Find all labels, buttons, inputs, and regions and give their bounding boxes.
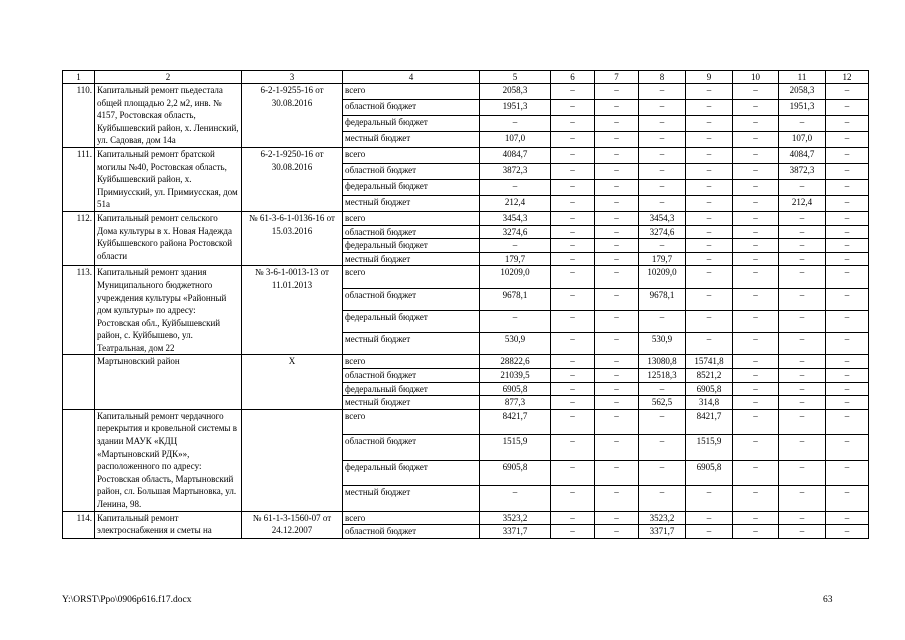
amount-cell: – xyxy=(733,115,779,131)
column-number: 10 xyxy=(733,71,779,84)
document-number: № 61-1-3-1560-07 от 24.12.2007 xyxy=(242,511,343,538)
amount-cell: – xyxy=(779,288,826,310)
amount-cell: 562,5 xyxy=(639,396,686,410)
table-row xyxy=(63,266,869,288)
document-number: № 3-6-1-0013-13 от 11.01.2013 xyxy=(242,266,343,355)
funding-source: местный бюджет xyxy=(343,195,480,211)
amount-cell: 3523,2 xyxy=(480,511,551,525)
amount-cell: – xyxy=(595,382,639,396)
amount-cell: – xyxy=(779,225,826,239)
amount-cell: – xyxy=(595,147,639,163)
amount-cell: – xyxy=(551,460,595,485)
amount-cell: – xyxy=(595,369,639,383)
column-number: 4 xyxy=(343,71,480,84)
amount-cell: – xyxy=(551,84,595,100)
table-row xyxy=(63,211,869,225)
amount-cell: – xyxy=(779,369,826,383)
amount-cell: – xyxy=(733,486,779,511)
item-number: 113. xyxy=(63,266,95,355)
amount-cell: – xyxy=(595,266,639,288)
amount-cell: 1515,9 xyxy=(686,435,733,460)
amount-cell: – xyxy=(733,239,779,253)
amount-cell: – xyxy=(595,310,639,332)
amount-cell: 15741,8 xyxy=(686,355,733,369)
amount-cell: – xyxy=(779,179,826,195)
column-number: 6 xyxy=(551,71,595,84)
amount-cell: – xyxy=(779,239,826,253)
amount-cell: – xyxy=(551,409,595,434)
amount-cell: 1951,3 xyxy=(480,99,551,115)
item-name: Капитальный ремонт сельского Дома культуры в х. Новая Надежда Куйбышевского района Ростовской области xyxy=(95,211,242,265)
funding-source: всего xyxy=(343,266,480,288)
amount-cell: – xyxy=(595,333,639,355)
amount-cell: 28822,6 xyxy=(480,355,551,369)
amount-cell: 9678,1 xyxy=(639,288,686,310)
amount-cell: – xyxy=(639,310,686,332)
amount-cell: – xyxy=(733,147,779,163)
item-name: Капитальный ремонт чердачного перекрытия и кровельной системы в здании МАУК «КДЦ «Мартыновский РДК»», расположенного по адресу: Ростовская область, Мартыновский район, сл. Большая Мартыновка, ул. Ленина, 98. xyxy=(95,409,242,511)
amount-cell: 530,9 xyxy=(639,333,686,355)
amount-cell: – xyxy=(551,435,595,460)
amount-cell: – xyxy=(733,382,779,396)
document-number: Х xyxy=(242,355,343,409)
amount-cell: – xyxy=(779,211,826,225)
funding-source: областной бюджет xyxy=(343,99,480,115)
table-body xyxy=(63,71,869,539)
amount-cell: – xyxy=(733,310,779,332)
funding-source: федеральный бюджет xyxy=(343,239,480,253)
amount-cell: – xyxy=(551,355,595,369)
amount-cell: – xyxy=(826,84,869,100)
amount-cell: – xyxy=(595,355,639,369)
amount-cell: – xyxy=(733,409,779,434)
header-row xyxy=(63,71,869,84)
table-row xyxy=(63,147,869,163)
funding-source: всего xyxy=(343,355,480,369)
amount-cell: – xyxy=(826,225,869,239)
amount-cell: – xyxy=(733,195,779,211)
amount-cell: – xyxy=(779,486,826,511)
funding-source: всего xyxy=(343,211,480,225)
table-row xyxy=(63,84,869,100)
funding-source: федеральный бюджет xyxy=(343,382,480,396)
amount-cell: – xyxy=(779,396,826,410)
amount-cell: – xyxy=(779,310,826,332)
funding-source: федеральный бюджет xyxy=(343,179,480,195)
amount-cell: – xyxy=(639,239,686,253)
amount-cell: – xyxy=(480,486,551,511)
amount-cell: 13080,8 xyxy=(639,355,686,369)
amount-cell: – xyxy=(826,147,869,163)
table-row xyxy=(63,355,869,369)
amount-cell: – xyxy=(779,525,826,539)
funding-source: местный бюджет xyxy=(343,252,480,266)
amount-cell: – xyxy=(733,266,779,288)
item-number xyxy=(63,355,95,409)
amount-cell: 4084,7 xyxy=(480,147,551,163)
funding-source: местный бюджет xyxy=(343,333,480,355)
funding-source: федеральный бюджет xyxy=(343,115,480,131)
amount-cell: – xyxy=(686,288,733,310)
amount-cell: – xyxy=(551,115,595,131)
footer-file-path: Y:\ORST\Ppo\0906p616.f17.docx xyxy=(62,595,192,605)
amount-cell: – xyxy=(595,211,639,225)
amount-cell: – xyxy=(595,179,639,195)
column-number: 11 xyxy=(779,71,826,84)
amount-cell: – xyxy=(779,460,826,485)
amount-cell: 107,0 xyxy=(779,131,826,147)
amount-cell: 12518,3 xyxy=(639,369,686,383)
funding-source: всего xyxy=(343,147,480,163)
amount-cell: – xyxy=(826,179,869,195)
amount-cell: – xyxy=(686,84,733,100)
funding-source: областной бюджет xyxy=(343,369,480,383)
amount-cell: – xyxy=(686,147,733,163)
amount-cell: – xyxy=(826,333,869,355)
amount-cell: – xyxy=(826,211,869,225)
amount-cell: – xyxy=(686,266,733,288)
table-row xyxy=(63,511,869,525)
amount-cell: – xyxy=(551,266,595,288)
amount-cell: 3872,3 xyxy=(779,163,826,179)
amount-cell: – xyxy=(779,435,826,460)
amount-cell: – xyxy=(686,239,733,253)
amount-cell: – xyxy=(826,396,869,410)
funding-source: местный бюджет xyxy=(343,486,480,511)
item-number: 114. xyxy=(63,511,95,538)
amount-cell: – xyxy=(480,310,551,332)
amount-cell: – xyxy=(686,310,733,332)
amount-cell: – xyxy=(826,288,869,310)
item-name: Капитальный ремонт здания Муниципального бюджетного учреждения культуры «Районный дом культуры» по адресу: Ростовская обл., Куйбышевский район, с. Куйбышево, ул. Театральная, дом 22 xyxy=(95,266,242,355)
amount-cell: 2058,3 xyxy=(779,84,826,100)
amount-cell: – xyxy=(686,131,733,147)
amount-cell: – xyxy=(551,211,595,225)
amount-cell: – xyxy=(639,486,686,511)
amount-cell: – xyxy=(551,369,595,383)
amount-cell: 6905,8 xyxy=(686,460,733,485)
amount-cell: – xyxy=(826,239,869,253)
item-number: 111. xyxy=(63,147,95,211)
amount-cell: – xyxy=(595,163,639,179)
amount-cell: – xyxy=(639,195,686,211)
funding-source: областной бюджет xyxy=(343,288,480,310)
amount-cell: – xyxy=(826,355,869,369)
item-name: Капитальный ремонт пьедестала общей площадью 2,2 м2, инв. № 4157, Ростовская область, Куйбышевский район, х. Ленинский, ул. Садовая, дом 14а xyxy=(95,84,242,148)
amount-cell: – xyxy=(480,179,551,195)
amount-cell: – xyxy=(826,99,869,115)
amount-cell: – xyxy=(686,225,733,239)
amount-cell: – xyxy=(595,396,639,410)
amount-cell: – xyxy=(733,511,779,525)
amount-cell: – xyxy=(551,131,595,147)
amount-cell: – xyxy=(639,131,686,147)
amount-cell: – xyxy=(826,511,869,525)
funding-source: областной бюджет xyxy=(343,225,480,239)
amount-cell: – xyxy=(686,179,733,195)
amount-cell: 10209,0 xyxy=(639,266,686,288)
amount-cell: – xyxy=(733,225,779,239)
amount-cell: – xyxy=(595,131,639,147)
amount-cell: – xyxy=(595,225,639,239)
amount-cell: – xyxy=(551,525,595,539)
amount-cell: 9678,1 xyxy=(480,288,551,310)
funding-source: местный бюджет xyxy=(343,131,480,147)
amount-cell: – xyxy=(826,131,869,147)
amount-cell: – xyxy=(686,333,733,355)
amount-cell: – xyxy=(686,163,733,179)
amount-cell: – xyxy=(733,288,779,310)
amount-cell: – xyxy=(686,486,733,511)
funding-source: областной бюджет xyxy=(343,163,480,179)
amount-cell: – xyxy=(639,163,686,179)
amount-cell: – xyxy=(639,99,686,115)
amount-cell: – xyxy=(639,147,686,163)
amount-cell: 6905,8 xyxy=(480,382,551,396)
amount-cell: – xyxy=(826,382,869,396)
amount-cell: – xyxy=(779,266,826,288)
amount-cell: 3872,3 xyxy=(480,163,551,179)
amount-cell: – xyxy=(733,179,779,195)
amount-cell: – xyxy=(826,252,869,266)
amount-cell: – xyxy=(733,396,779,410)
amount-cell: – xyxy=(551,382,595,396)
amount-cell: – xyxy=(733,131,779,147)
amount-cell: – xyxy=(639,435,686,460)
item-name: Капитальный ремонт братской могилы №40, Ростовская область, Куйбышевский район, х. Примиусский, ул. Примиусская, дом 51а xyxy=(95,147,242,211)
amount-cell: – xyxy=(779,355,826,369)
amount-cell: – xyxy=(779,252,826,266)
footer-page-number: 63 xyxy=(823,595,833,605)
amount-cell: 6905,8 xyxy=(686,382,733,396)
amount-cell: – xyxy=(826,435,869,460)
item-number: 110. xyxy=(63,84,95,148)
amount-cell: – xyxy=(551,195,595,211)
amount-cell: – xyxy=(733,355,779,369)
amount-cell: – xyxy=(686,115,733,131)
amount-cell: – xyxy=(686,511,733,525)
amount-cell: – xyxy=(826,525,869,539)
amount-cell: – xyxy=(639,84,686,100)
amount-cell: – xyxy=(551,396,595,410)
funding-source: местный бюджет xyxy=(343,396,480,410)
document-number: № 61-3-6-1-0136-16 от 15.03.2016 xyxy=(242,211,343,265)
amount-cell: – xyxy=(779,115,826,131)
amount-cell: – xyxy=(551,252,595,266)
amount-cell: – xyxy=(779,382,826,396)
item-name: Мартыновский район xyxy=(95,355,242,409)
amount-cell: – xyxy=(686,211,733,225)
amount-cell: 530,9 xyxy=(480,333,551,355)
amount-cell: – xyxy=(733,460,779,485)
amount-cell: – xyxy=(551,147,595,163)
amount-cell: 179,7 xyxy=(480,252,551,266)
amount-cell: – xyxy=(826,369,869,383)
amount-cell: 314,8 xyxy=(686,396,733,410)
amount-cell: – xyxy=(595,84,639,100)
amount-cell: 3523,2 xyxy=(639,511,686,525)
amount-cell: – xyxy=(733,99,779,115)
amount-cell: – xyxy=(595,511,639,525)
amount-cell: 10209,0 xyxy=(480,266,551,288)
amount-cell: 3274,6 xyxy=(639,225,686,239)
amount-cell: 1515,9 xyxy=(480,435,551,460)
amount-cell: 6905,8 xyxy=(480,460,551,485)
amount-cell: – xyxy=(686,252,733,266)
amount-cell: – xyxy=(826,460,869,485)
amount-cell: – xyxy=(595,460,639,485)
amount-cell: – xyxy=(595,288,639,310)
column-number: 5 xyxy=(480,71,551,84)
amount-cell: 877,3 xyxy=(480,396,551,410)
item-number xyxy=(63,409,95,511)
amount-cell: 21039,5 xyxy=(480,369,551,383)
amount-cell: – xyxy=(779,409,826,434)
funding-source: федеральный бюджет xyxy=(343,460,480,485)
amount-cell: – xyxy=(480,239,551,253)
amount-cell: – xyxy=(639,382,686,396)
amount-cell: – xyxy=(595,99,639,115)
amount-cell: 2058,3 xyxy=(480,84,551,100)
column-number: 7 xyxy=(595,71,639,84)
document-number: 6-2-1-9255-16 от 30.08.2016 xyxy=(242,84,343,148)
amount-cell: – xyxy=(733,525,779,539)
budget-table xyxy=(62,70,869,539)
funding-source: областной бюджет xyxy=(343,435,480,460)
amount-cell: 4084,7 xyxy=(779,147,826,163)
amount-cell: – xyxy=(826,195,869,211)
item-name: Капитальный ремонт электроснабжения и сметы на xyxy=(95,511,242,538)
amount-cell: – xyxy=(551,333,595,355)
amount-cell: 212,4 xyxy=(480,195,551,211)
amount-cell: – xyxy=(733,369,779,383)
column-number: 3 xyxy=(242,71,343,84)
amount-cell: – xyxy=(551,310,595,332)
amount-cell: – xyxy=(826,486,869,511)
amount-cell: – xyxy=(595,239,639,253)
amount-cell: 8421,7 xyxy=(686,409,733,434)
amount-cell: – xyxy=(779,511,826,525)
column-number: 9 xyxy=(686,71,733,84)
amount-cell: – xyxy=(779,333,826,355)
amount-cell: 3371,7 xyxy=(480,525,551,539)
amount-cell: – xyxy=(733,333,779,355)
amount-cell: – xyxy=(551,511,595,525)
amount-cell: 3454,3 xyxy=(480,211,551,225)
amount-cell: – xyxy=(826,266,869,288)
amount-cell: – xyxy=(639,409,686,434)
document-number xyxy=(242,409,343,511)
amount-cell: – xyxy=(826,163,869,179)
amount-cell: 107,0 xyxy=(480,131,551,147)
amount-cell: 179,7 xyxy=(639,252,686,266)
amount-cell: – xyxy=(826,310,869,332)
table-row xyxy=(63,409,869,434)
amount-cell: – xyxy=(686,99,733,115)
amount-cell: – xyxy=(639,179,686,195)
amount-cell: 8421,7 xyxy=(480,409,551,434)
amount-cell: – xyxy=(639,460,686,485)
amount-cell: – xyxy=(595,252,639,266)
amount-cell: – xyxy=(551,486,595,511)
amount-cell: – xyxy=(733,252,779,266)
amount-cell: 3371,7 xyxy=(639,525,686,539)
amount-cell: – xyxy=(595,435,639,460)
column-number: 8 xyxy=(639,71,686,84)
amount-cell: 8521,2 xyxy=(686,369,733,383)
amount-cell: – xyxy=(551,163,595,179)
funding-source: всего xyxy=(343,409,480,434)
amount-cell: – xyxy=(551,179,595,195)
amount-cell: – xyxy=(733,435,779,460)
funding-source: всего xyxy=(343,511,480,525)
item-number: 112. xyxy=(63,211,95,265)
amount-cell: – xyxy=(733,211,779,225)
amount-cell: – xyxy=(595,409,639,434)
amount-cell: – xyxy=(551,288,595,310)
amount-cell: – xyxy=(595,486,639,511)
amount-cell: 212,4 xyxy=(779,195,826,211)
amount-cell: – xyxy=(595,195,639,211)
amount-cell: 3454,3 xyxy=(639,211,686,225)
amount-cell: – xyxy=(551,225,595,239)
amount-cell: – xyxy=(733,84,779,100)
amount-cell: – xyxy=(595,525,639,539)
funding-source: федеральный бюджет xyxy=(343,310,480,332)
amount-cell: – xyxy=(480,115,551,131)
amount-cell: – xyxy=(686,195,733,211)
document-number: 6-2-1-9250-16 от 30.08.2016 xyxy=(242,147,343,211)
amount-cell: – xyxy=(551,99,595,115)
amount-cell: – xyxy=(826,409,869,434)
amount-cell: 1951,3 xyxy=(779,99,826,115)
column-number: 12 xyxy=(826,71,869,84)
amount-cell: – xyxy=(733,163,779,179)
amount-cell: – xyxy=(826,115,869,131)
amount-cell: 3274,6 xyxy=(480,225,551,239)
amount-cell: – xyxy=(639,115,686,131)
column-number: 1 xyxy=(63,71,95,84)
amount-cell: – xyxy=(595,115,639,131)
column-number: 2 xyxy=(95,71,242,84)
funding-source: всего xyxy=(343,84,480,100)
amount-cell: – xyxy=(551,239,595,253)
amount-cell: – xyxy=(686,525,733,539)
funding-source: областной бюджет xyxy=(343,525,480,539)
